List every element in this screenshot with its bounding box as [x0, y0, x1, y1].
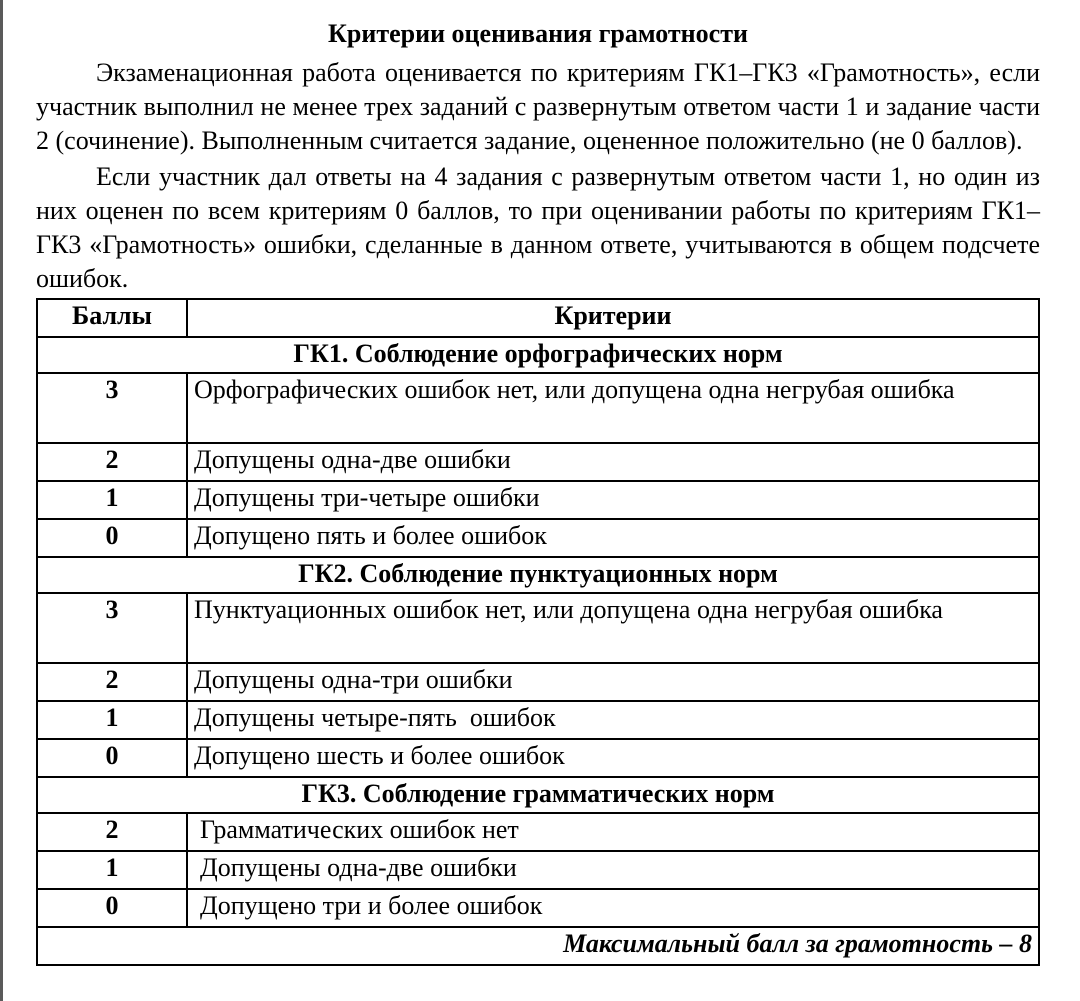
score-cell: 2	[37, 813, 187, 851]
criterion-cell: Допущено пять и более ошибок	[187, 519, 1039, 557]
criterion-cell: Допущено шесть и более ошибок	[187, 739, 1039, 777]
intro-paragraph-2: Если участник дал ответы на 4 задания с развернутым ответом части 1, но один из них оценен по всем критериям 0 баллов, то при оценивании работы по критериям ГК1–ГК3 «Грамотность» ошибки, сделанные в данном ответе, учитываются в общем подсчете ошибок.	[36, 162, 1040, 293]
table-row	[37, 889, 1039, 927]
score-cell: 3	[37, 593, 187, 663]
criterion-cell: Допущено три и более ошибок	[187, 889, 1039, 927]
score-cell: 1	[37, 701, 187, 739]
max-score-row	[37, 927, 1039, 965]
table-row	[37, 519, 1039, 557]
score-cell: 0	[37, 519, 187, 557]
criteria-table	[36, 298, 1040, 966]
table-row	[37, 663, 1039, 701]
max-score-text: Максимальный балл за грамотность – 8	[37, 927, 1039, 965]
score-cell: 0	[37, 889, 187, 927]
page-left-edge	[0, 0, 3, 1001]
header-score: Баллы	[37, 299, 187, 337]
section-title-gk2: ГК2. Соблюдение пунктуационных норм	[37, 557, 1039, 593]
section-row-gk3	[37, 777, 1039, 813]
document-title: Критерии оценивания грамотности	[328, 19, 748, 48]
criterion-cell: Допущены четыре-пять ошибок	[187, 701, 1039, 739]
document-page	[36, 14, 1040, 966]
table-row	[37, 813, 1039, 851]
score-cell: 1	[37, 851, 187, 889]
section-title-gk3: ГК3. Соблюдение грамматических норм	[37, 777, 1039, 813]
criterion-cell: Орфографических ошибок нет, или допущена одна негрубая ошибка	[187, 373, 1039, 443]
table-row	[37, 851, 1039, 889]
table-row	[37, 443, 1039, 481]
table-row	[37, 373, 1039, 443]
table-row	[37, 481, 1039, 519]
score-cell: 0	[37, 739, 187, 777]
section-row-gk1	[37, 337, 1039, 373]
score-cell: 2	[37, 443, 187, 481]
intro-paragraph-1: Экзаменационная работа оценивается по критериям ГК1–ГК3 «Грамотность», если участник выполнил не менее трех заданий с развернутым ответом части 1 и задание части 2 (сочинение). Выполненным считается задание, оцененное положительно (не 0 баллов).	[36, 58, 1040, 155]
table-row	[37, 593, 1039, 663]
header-criteria: Критерии	[187, 299, 1039, 337]
score-cell: 1	[37, 481, 187, 519]
criterion-cell: Грамматических ошибок нет	[187, 813, 1039, 851]
table-row	[37, 701, 1039, 739]
score-cell: 3	[37, 373, 187, 443]
score-cell: 2	[37, 663, 187, 701]
criterion-cell: Допущены одна-две ошибки	[187, 851, 1039, 889]
criterion-cell: Допущены одна-три ошибки	[187, 663, 1039, 701]
criterion-cell: Пунктуационных ошибок нет, или допущена одна негрубая ошибка	[187, 593, 1039, 663]
table-header-row	[37, 299, 1039, 337]
section-title-gk1: ГК1. Соблюдение орфографических норм	[37, 337, 1039, 373]
section-row-gk2	[37, 557, 1039, 593]
criterion-cell: Допущены одна-две ошибки	[187, 443, 1039, 481]
table-row	[37, 739, 1039, 777]
criterion-cell: Допущены три-четыре ошибки	[187, 481, 1039, 519]
